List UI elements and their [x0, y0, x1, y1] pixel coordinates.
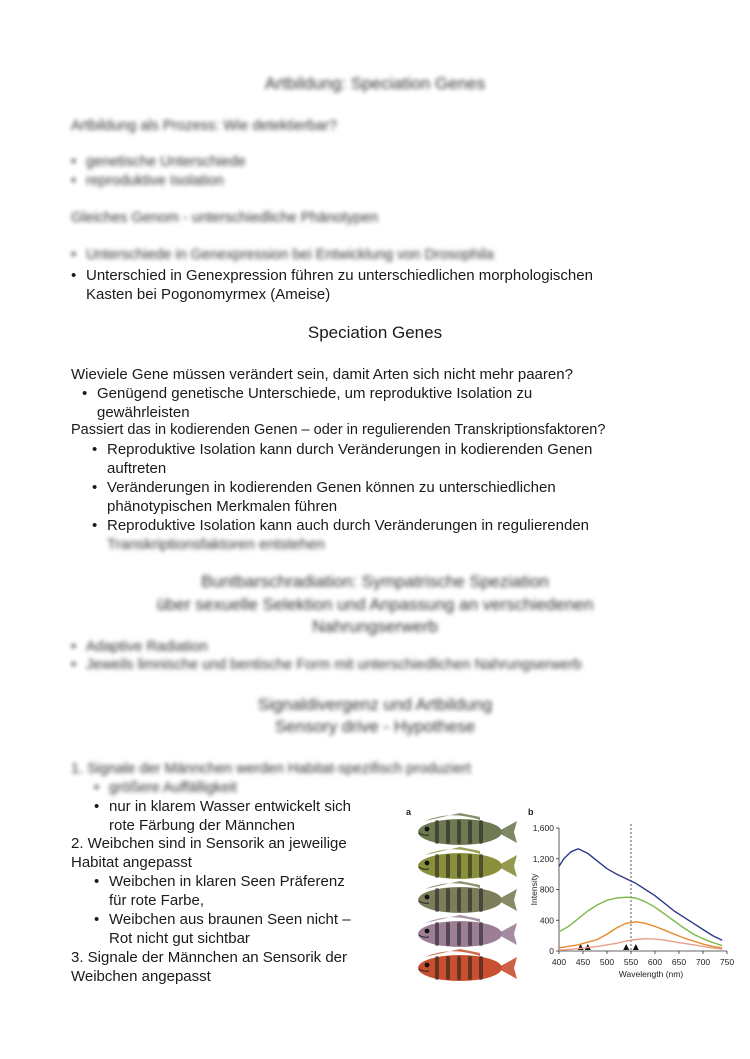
list-item: • größere Auffälligkeit	[109, 779, 237, 798]
section1-subtitle: Artbildung als Prozess: Wie detektierbar?	[71, 118, 337, 134]
list-item: • Weibchen aus braunen Seen nicht –	[109, 910, 351, 929]
y-tick-label: 0	[549, 946, 554, 956]
section2-question2: Passiert das in kodierenden Genen – oder in regulierenden Transkriptionsfaktoren?	[71, 422, 606, 438]
list-item: 2. Weibchen sind in Sensorik an jeweilige	[71, 835, 347, 852]
intensity-chart	[527, 806, 737, 996]
fish-image	[418, 881, 517, 913]
series-line	[559, 849, 722, 940]
list-item: • Weibchen in klaren Seen Präferenz	[109, 872, 345, 891]
section2-title: Speciation Genes	[307, 323, 443, 342]
list-item: 1. Signale der Männchen werden Habitat-spezifisch produziert	[71, 761, 471, 777]
x-tick-label: 450	[575, 957, 591, 967]
arrow-marker	[633, 944, 639, 950]
list-item-continued: phänotypischen Merkmalen führen	[107, 498, 338, 515]
fish-image	[418, 949, 517, 981]
list-item: • Reproduktive Isolation kann auch durch Veränderungen in regulierenden	[107, 516, 589, 535]
x-tick-label: 500	[599, 957, 615, 967]
section3-title-line2: über sexuelle Selektion und Anpassung an verschiedenen	[156, 595, 594, 614]
fish-illustration	[405, 806, 520, 996]
fish-image	[418, 813, 517, 845]
y-tick-label: 400	[539, 915, 554, 926]
x-tick-label: 400	[551, 957, 567, 967]
y-tick-label: 800	[539, 884, 554, 895]
list-item: • Genügend genetische Unterschiede, um reproduktive Isolation zu	[97, 384, 532, 403]
list-item-continued: rote Färbung der Männchen	[109, 817, 295, 834]
list-item: • Jeweils limnische und bentische Form mit unterschiedlichen Nahrungserwerb	[86, 656, 582, 675]
list-item-continued: für rote Farbe,	[109, 892, 205, 909]
genome-line: Gleiches Genom - unterschiedliche Phänotypen	[71, 210, 379, 226]
section4-title-line1: Signaldivergenz und Artbildung	[257, 695, 493, 714]
list-item: • Veränderungen in kodierenden Genen können zu unterschiedlichen	[107, 478, 556, 497]
arrow-marker	[623, 944, 629, 950]
list-item-continued: Transkriptionsfaktoren entstehen	[107, 536, 325, 553]
list-item-continued: Kasten bei Pogonomyrmex (Ameise)	[86, 286, 331, 303]
list-item: • Adaptive Radiation	[86, 638, 208, 657]
x-tick-label: 700	[695, 957, 711, 967]
y-tick-label: 1,600	[532, 823, 554, 833]
list-item-continued: auftreten	[107, 460, 167, 477]
x-tick-label: 550	[623, 957, 639, 967]
y-axis-label: Intensity	[529, 873, 539, 906]
x-tick-label: 600	[647, 957, 663, 967]
section3-title-line1: Buntbarschradiation: Sympatrische Speziation	[201, 572, 549, 591]
fish-image	[418, 847, 517, 879]
list-item: • Unterschiede in Genexpression bei Entwicklung von Drosophila	[86, 246, 494, 265]
list-item-continued: Rot nicht gut sichtbar	[109, 930, 250, 947]
section2-question: Wieviele Gene müssen verändert sein, damit Arten sich nicht mehr paaren?	[71, 366, 573, 383]
series-line	[559, 897, 722, 945]
list-item: • Reproduktive Isolation kann durch Veränderungen in kodierenden Genen	[107, 440, 592, 459]
list-item: • nur in klarem Wasser entwickelt sich	[109, 797, 351, 816]
panel-label-b: b	[528, 807, 534, 817]
x-axis-label: Wavelength (nm)	[618, 969, 684, 979]
y-tick-label: 1,200	[532, 853, 554, 864]
list-item: • reproduktive Isolation	[86, 172, 224, 191]
section1-title: Artbildung: Speciation Genes	[264, 74, 486, 93]
list-item: 3. Signale der Männchen an Sensorik der	[71, 949, 348, 966]
fish-image	[418, 915, 517, 947]
section4-title-line2: Sensory drive - Hypothese	[274, 717, 476, 736]
x-tick-label: 750	[719, 957, 735, 967]
panel-label-a: a	[406, 807, 412, 817]
x-tick-label: 650	[671, 957, 687, 967]
list-item-continued: Habitat angepasst	[71, 854, 192, 871]
series-line	[559, 939, 722, 951]
list-item: • genetische Unterschiede	[86, 153, 246, 172]
list-item-continued: Weibchen angepasst	[71, 968, 211, 985]
section3-title-line3: Nahrungserwerb	[312, 617, 438, 636]
list-item-continued: gewährleisten	[97, 404, 190, 421]
list-item: • Unterschied in Genexpression führen zu unterschiedlichen morphologischen	[86, 266, 593, 285]
